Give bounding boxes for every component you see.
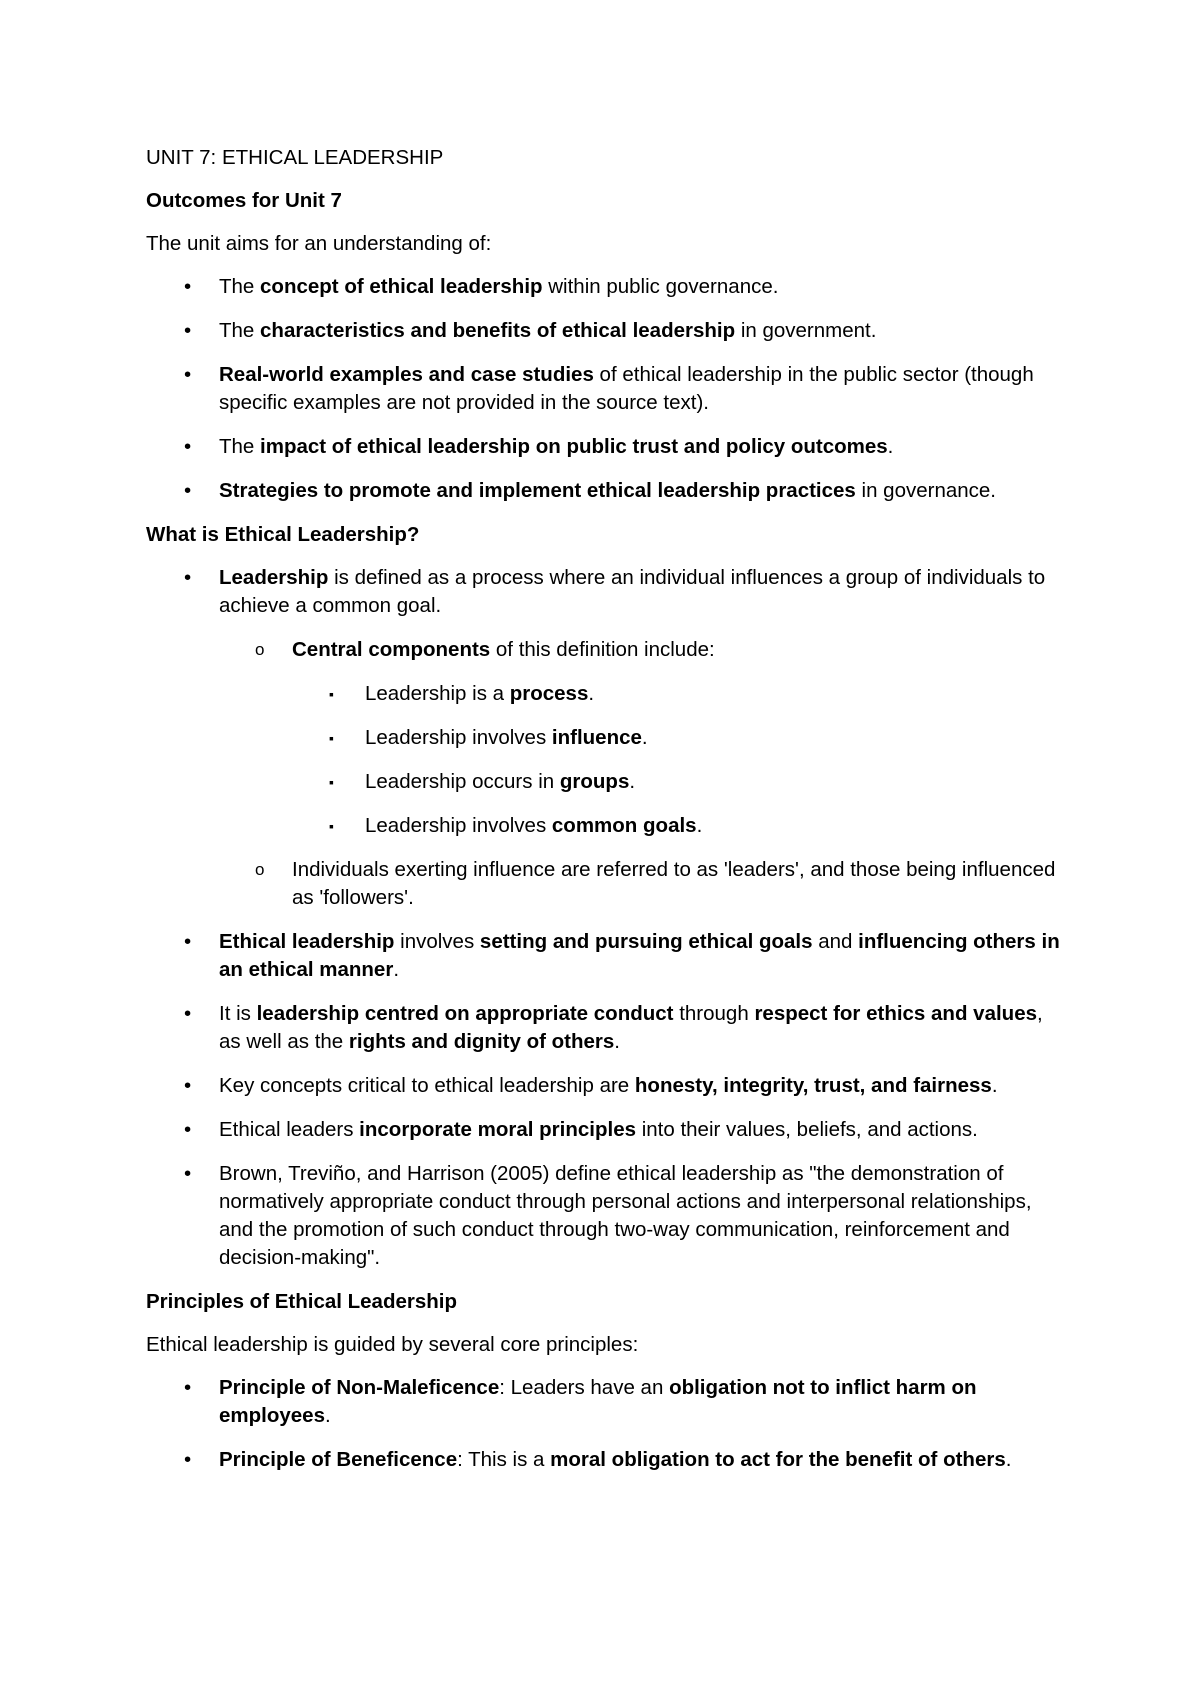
principle-item (146, 1374, 1066, 1430)
bold-text-run: Principle of Beneficence (219, 1448, 458, 1471)
bullet-icon: • (184, 275, 192, 298)
individuals-text (292, 858, 1055, 909)
bold-text-run: obligation not to inflict harm on employees (219, 1376, 977, 1427)
circle-bullet-icon: o (255, 860, 265, 879)
principle-text (219, 1376, 977, 1427)
bold-text-run: groups (559, 770, 630, 793)
bold-text-run: influence (551, 726, 642, 749)
text-run: Leadership involves (365, 814, 552, 837)
what-is-heading: What is Ethical Leadership? (146, 523, 420, 546)
what-is-item (146, 1072, 1066, 1100)
bold-text-run: process (509, 682, 589, 705)
outcome-item (146, 361, 1066, 417)
text-run: : Leaders have an (499, 1376, 670, 1399)
component-text (365, 814, 702, 837)
what-is-list (146, 564, 1066, 620)
outcomes-list (146, 273, 1066, 505)
bullet-icon: • (184, 1002, 192, 1025)
text-run: within public governance. (542, 275, 779, 298)
bold-text-run: Real-world examples and case studies (219, 363, 594, 386)
bold-text-run: Central components (292, 638, 491, 661)
text-run: The (219, 435, 261, 458)
bold-text-run: setting and pursuing ethical goals (479, 930, 813, 953)
text-run: . (614, 1030, 620, 1053)
bullet-icon: • (184, 1162, 192, 1185)
principles-heading: Principles of Ethical Leadership (146, 1290, 458, 1313)
bold-text-run: influencing others in an ethical manner (219, 930, 1060, 981)
outcomes-heading: Outcomes for Unit 7 (146, 189, 342, 212)
bold-text-run: Leadership (219, 566, 329, 589)
central-components-item (146, 636, 1066, 664)
bullet-icon: • (184, 319, 192, 342)
bold-text-run: Principle of Non-Maleficence (219, 1376, 500, 1399)
document-page (146, 144, 1066, 1490)
text-run: . (588, 682, 595, 705)
bullet-icon: • (184, 1448, 192, 1471)
bold-text-run: Ethical leadership (219, 930, 395, 953)
text-run: into their values, beliefs, and actions. (636, 1118, 978, 1141)
component-item (146, 812, 1066, 840)
what-is-item (146, 1160, 1066, 1272)
text-run: It is (219, 1002, 257, 1025)
bold-text-run: respect for ethics and values (754, 1002, 1037, 1025)
text-run: of this definition include: (490, 638, 715, 661)
outcome-item (146, 477, 1066, 505)
outcome-item (146, 433, 1066, 461)
bullet-icon: • (184, 566, 192, 589)
bullet-icon: • (184, 1376, 192, 1399)
text-run: in government. (735, 319, 877, 342)
component-item (146, 680, 1066, 708)
leadership-definition-item (146, 564, 1066, 620)
text-run: Ethical leaders (219, 1118, 360, 1141)
definition-sublist (146, 636, 1066, 664)
outcomes-intro: The unit aims for an understanding of: (146, 232, 492, 255)
what-is-text (219, 930, 1060, 981)
what-is-text (219, 1118, 978, 1141)
what-is-text (219, 1162, 1032, 1269)
text-run: The (219, 275, 261, 298)
component-item (146, 768, 1066, 796)
component-text (365, 682, 594, 705)
what-is-list-2 (146, 928, 1066, 1272)
square-bullet-icon: ▪ (329, 774, 334, 790)
outcome-text (219, 275, 778, 298)
text-run: . (393, 958, 400, 981)
component-text (365, 770, 635, 793)
individuals-item (146, 856, 1066, 912)
outcome-text (219, 479, 996, 502)
bold-text-run: honesty, integrity, trust, and fairness (634, 1074, 992, 1097)
square-bullet-icon: ▪ (329, 686, 334, 702)
bullet-icon: • (184, 479, 192, 502)
text-run: . (641, 726, 648, 749)
component-text (365, 726, 648, 749)
text-run: Individuals exerting influence are referred to as 'leaders', and those being influenced as 'followers'. (292, 858, 1056, 909)
outcome-item (146, 273, 1066, 301)
text-run: The (219, 319, 261, 342)
definition-sublist-2 (146, 856, 1066, 912)
bold-text-run: moral obligation to act for the benefit of others (550, 1448, 1006, 1471)
component-item (146, 724, 1066, 752)
square-bullet-icon: ▪ (329, 730, 334, 746)
text-run: . (629, 770, 636, 793)
text-run: Leadership is a (365, 682, 510, 705)
outcome-item (146, 317, 1066, 345)
bullet-icon: • (184, 363, 192, 386)
text-run: is defined as a process where an individual influences a group of individuals to achieve a common goal. (219, 566, 1046, 617)
bold-text-run: impact of ethical leadership on public trust and policy outcomes (260, 435, 888, 458)
central-components-text (292, 638, 715, 661)
circle-bullet-icon: o (255, 640, 265, 659)
what-is-item (146, 1000, 1066, 1056)
text-run: . (324, 1404, 331, 1427)
what-is-item (146, 928, 1066, 984)
bold-text-run: Strategies to promote and implement ethical leadership practices (219, 479, 856, 502)
bold-text-run: characteristics and benefits of ethical leadership (260, 319, 736, 342)
unit-title: UNIT 7: ETHICAL LEADERSHIP (146, 146, 444, 169)
bullet-icon: • (184, 1074, 192, 1097)
text-run: . (696, 814, 703, 837)
bold-text-run: concept of ethical leadership (260, 275, 543, 298)
principle-item (146, 1446, 1066, 1474)
text-run: involves (394, 930, 480, 953)
bullet-icon: • (184, 435, 192, 458)
what-is-text (219, 1002, 1043, 1053)
outcome-text (219, 363, 1034, 414)
text-run: in governance. (855, 479, 997, 502)
text-run: . (1005, 1448, 1012, 1471)
text-run: through (673, 1002, 755, 1025)
principle-text (219, 1448, 1011, 1471)
bullet-icon: • (184, 1118, 192, 1141)
bold-text-run: rights and dignity of others (348, 1030, 615, 1053)
bold-text-run: leadership centred on appropriate conduct (256, 1002, 674, 1025)
text-run: . (887, 435, 894, 458)
text-run: : This is a (457, 1448, 551, 1471)
bold-text-run: common goals (551, 814, 697, 837)
principles-intro: Ethical leadership is guided by several core principles: (146, 1333, 639, 1356)
outcome-text (219, 319, 876, 342)
text-run: of ethical leadership in the public sector (though specific examples are not provided in the source text). (219, 363, 1034, 414)
text-run: , as well as the (219, 1002, 1043, 1053)
text-run: . (991, 1074, 998, 1097)
text-run: Brown, Treviño, and Harrison (2005) define ethical leadership as "the demonstration of normatively appropriate conduct through personal actions and interpersonal relationships, and the promotion of such conduct through two-way communication, reinforcement and decision-making". (219, 1162, 1032, 1269)
text-run: Leadership occurs in (365, 770, 560, 793)
components-list (146, 680, 1066, 840)
bullet-icon: • (184, 930, 192, 953)
principles-list (146, 1374, 1066, 1474)
text-run: Key concepts critical to ethical leadership are (219, 1074, 635, 1097)
text-run: and (812, 930, 859, 953)
bold-text-run: incorporate moral principles (359, 1118, 636, 1141)
square-bullet-icon: ▪ (329, 818, 334, 834)
what-is-text (219, 1074, 998, 1097)
text-run: Leadership involves (365, 726, 552, 749)
what-is-item (146, 1116, 1066, 1144)
outcome-text (219, 435, 893, 458)
leadership-definition-text (219, 566, 1045, 617)
